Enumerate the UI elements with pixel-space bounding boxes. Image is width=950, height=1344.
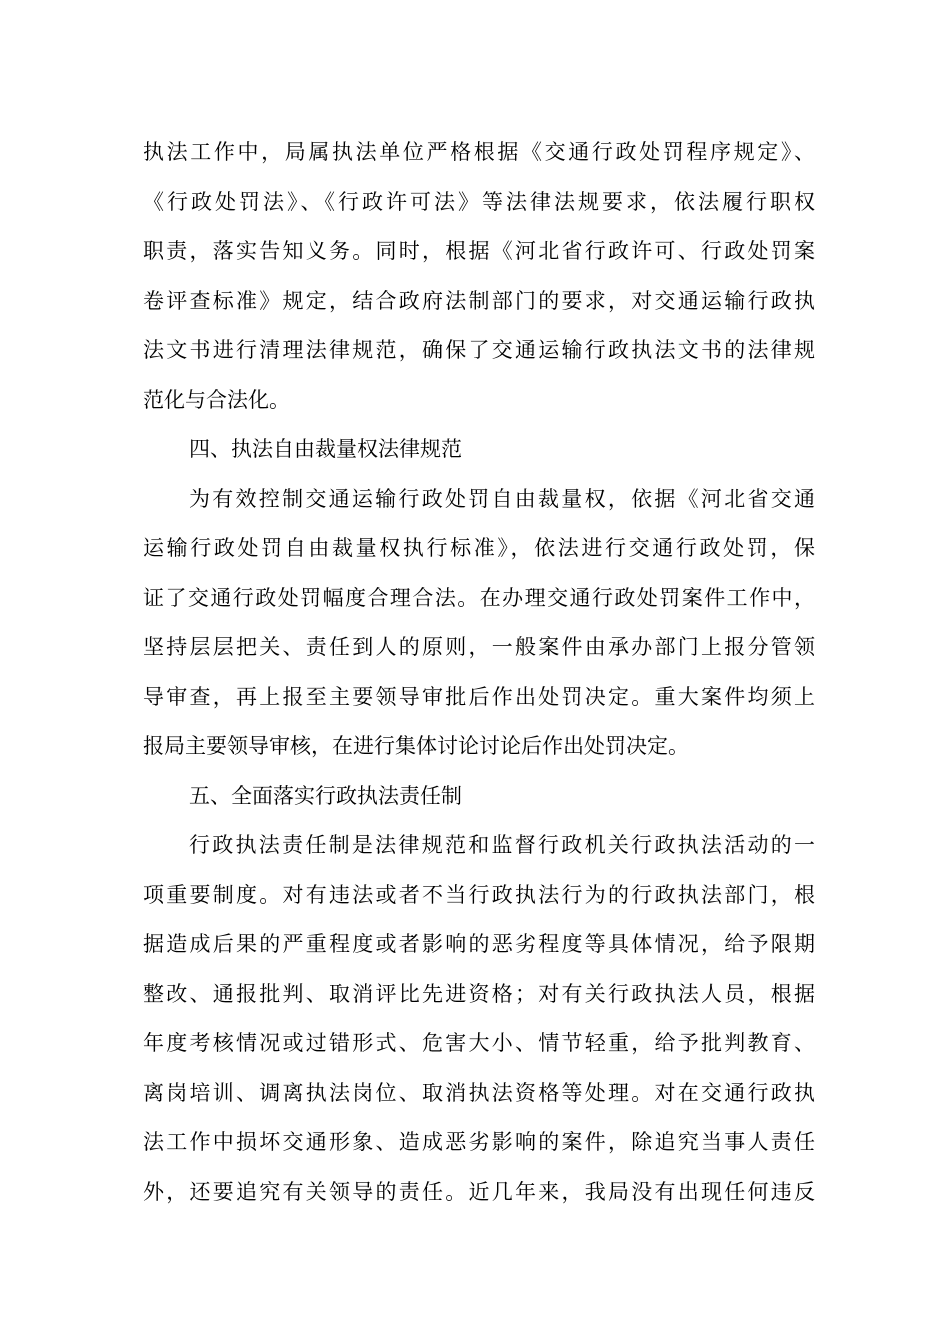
text-line: 外，还要追究有关领导的责任。近几年来，我局没有出现任何违反: [143, 1179, 815, 1204]
text-line: 为有效控制交通运输行政处罚自由裁量权，依据《河北省交通: [189, 486, 815, 511]
text-line: 范化与合法化。: [143, 387, 290, 412]
text-line: 项重要制度。对有违法或者不当行政执法行为的行政执法部门，根: [143, 882, 815, 907]
section-heading: [143, 425, 815, 475]
text-line: 法工作中损坏交通形象、造成恶劣影响的案件，除追究当事人责任: [143, 1130, 815, 1154]
text-line: 四、执法自由裁量权法律规范: [189, 437, 462, 461]
text-line: 离岗培训、调离执法岗位、取消执法资格等处理。对在交通行政执: [143, 1080, 815, 1105]
text-line: 年度考核情况或过错形式、危害大小、情节轻重，给予批判教育、: [143, 1031, 815, 1055]
text-line: 五、全面落实行政执法责任制: [189, 783, 462, 808]
text-line: 导审查，再上报至主要领导审批后作出处罚决定。重大案件均须上: [143, 684, 815, 709]
text-line: 整改、通报批判、取消评比先进资格；对有关行政执法人员，根据: [143, 981, 815, 1006]
section-heading: [143, 772, 815, 822]
text-line: 法文书进行清理法律规范，确保了交通运输行政执法文书的法律规: [143, 338, 815, 362]
paragraph: [143, 475, 815, 772]
text-line: 行政执法责任制是法律规范和监督行政机关行政执法活动的一: [189, 833, 815, 857]
text-line: 证了交通行政处罚幅度合理合法。在办理交通行政处罚案件工作中，: [143, 585, 815, 610]
text-line: 据造成后果的严重程度或者影响的恶劣程度等具体情况，给予限期: [143, 932, 815, 956]
text-line: 《行政处罚法》、《行政许可法》等法律法规要求，依法履行职权: [143, 189, 815, 214]
text-line: 坚持层层把关、责任到人的原则，一般案件由承办部门上报分管领: [143, 635, 815, 659]
text-line: 运输行政处罚自由裁量权执行标准》，依法进行交通行政处罚，保: [143, 536, 815, 560]
paragraph: [143, 128, 815, 425]
text-line: 职责，落实告知义务。同时，根据《河北省行政许可、行政处罚案: [143, 239, 815, 263]
text-line: 报局主要领导审核，在进行集体讨论讨论后作出处罚决定。: [143, 734, 689, 758]
text-line: 执法工作中，局属执法单位严格根据《交通行政处罚程序规定》、: [143, 140, 815, 164]
paragraph: [143, 821, 815, 1217]
text-line: 卷评查标准》规定，结合政府法制部门的要求，对交通运输行政执: [143, 288, 815, 313]
document-body: [143, 128, 815, 1217]
